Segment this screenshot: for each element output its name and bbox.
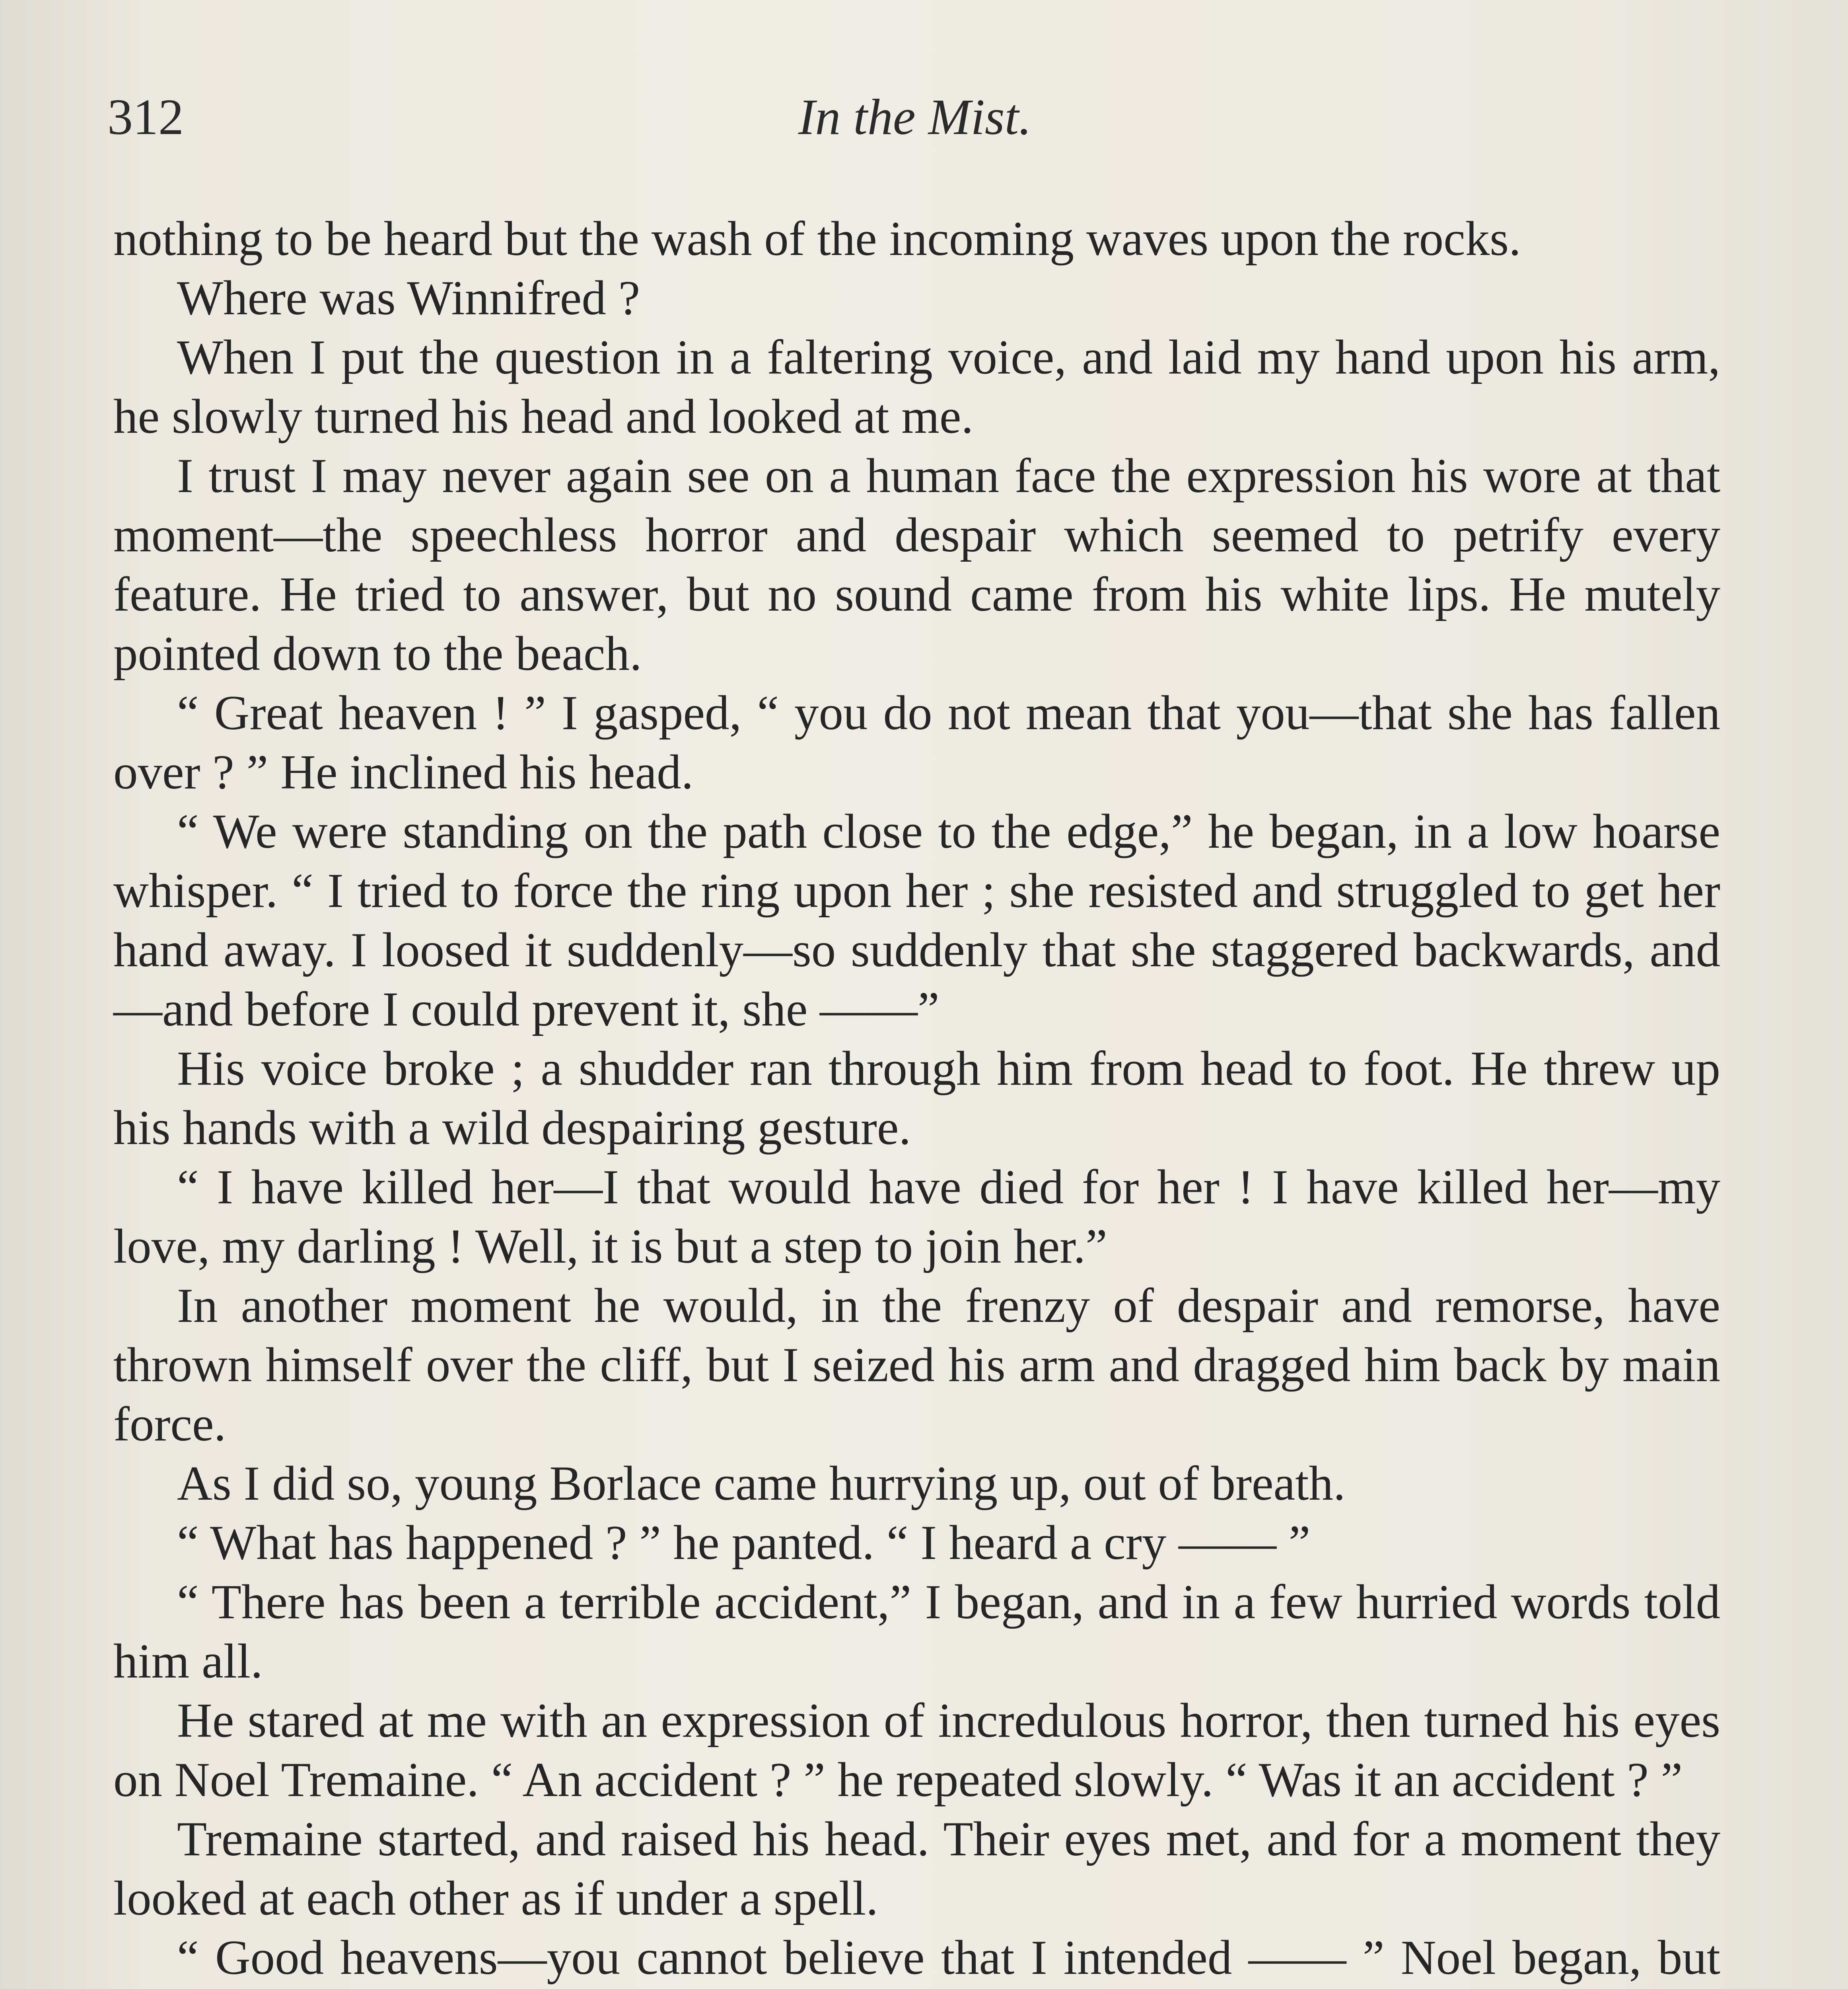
paragraph: I trust I may never again see on a human face the expression his wore at that moment—the speechless horror and despair which seemed to petrify every feature. He tried to answer, but no sound came from his white lips. He mutely pointed down to the beach.: [113, 448, 1720, 681]
paragraph: “ We were standing on the path close to the edge,” he began, in a low hoarse whisper. “ I tried to force the ring upon her ; she resisted and struggled to get her hand away. I loosed it suddenly—so suddenly that she staggered backwards, and—and before I could prevent it, she ——”: [113, 804, 1720, 1036]
paragraph: nothing to be heard but the wash of the incoming waves upon the rocks.: [113, 211, 1521, 266]
paragraph: He stared at me with an expression of incredulous horror, then turned his eyes on Noel Tremaine. “ An accident ? ” he repeated slowly. “ Was it an accident ? ”: [113, 1693, 1720, 1807]
paragraph: “ Good heavens—you cannot believe that I intended —— ” Noel began, but: [177, 1930, 1720, 1985]
running-title: In the Mist.: [798, 89, 1032, 145]
paragraph: “ What has happened ? ” he panted. “ I heard a cry —— ”: [177, 1515, 1311, 1570]
page-number: 312: [107, 89, 184, 145]
paragraph: His voice broke ; a shudder ran through him from head to foot. He threw up his hands with a wild despairing gesture.: [113, 1041, 1720, 1155]
paragraph: Where was Winnifred ?: [177, 271, 640, 325]
page-header: [107, 91, 1722, 163]
paragraph: As I did so, young Borlace came hurrying up, out of breath.: [177, 1456, 1346, 1510]
paragraph: When I put the question in a faltering voice, and laid my hand upon his arm, he slowly turned his head and looked at me.: [113, 330, 1720, 444]
paragraph: “ Great heaven ! ” I gasped, “ you do not mean that you—that she has fallen over ? ” He inclined his head.: [113, 685, 1720, 799]
paragraph: In another moment he would, in the frenzy of despair and remorse, have thrown himself over the cliff, but I seized his arm and dragged him back by main force.: [113, 1278, 1720, 1451]
paragraph: Tremaine started, and raised his head. Their eyes met, and for a moment they looked at each other as if under a spell.: [113, 1812, 1720, 1925]
body-text: [113, 209, 1720, 1989]
paragraph: “ There has been a terrible accident,” I began, and in a few hurried words told him all.: [113, 1574, 1720, 1688]
paragraph: “ I have killed her—I that would have died for her ! I have killed her—my love, my darling ! Well, it is but a step to join her.”: [113, 1160, 1720, 1273]
